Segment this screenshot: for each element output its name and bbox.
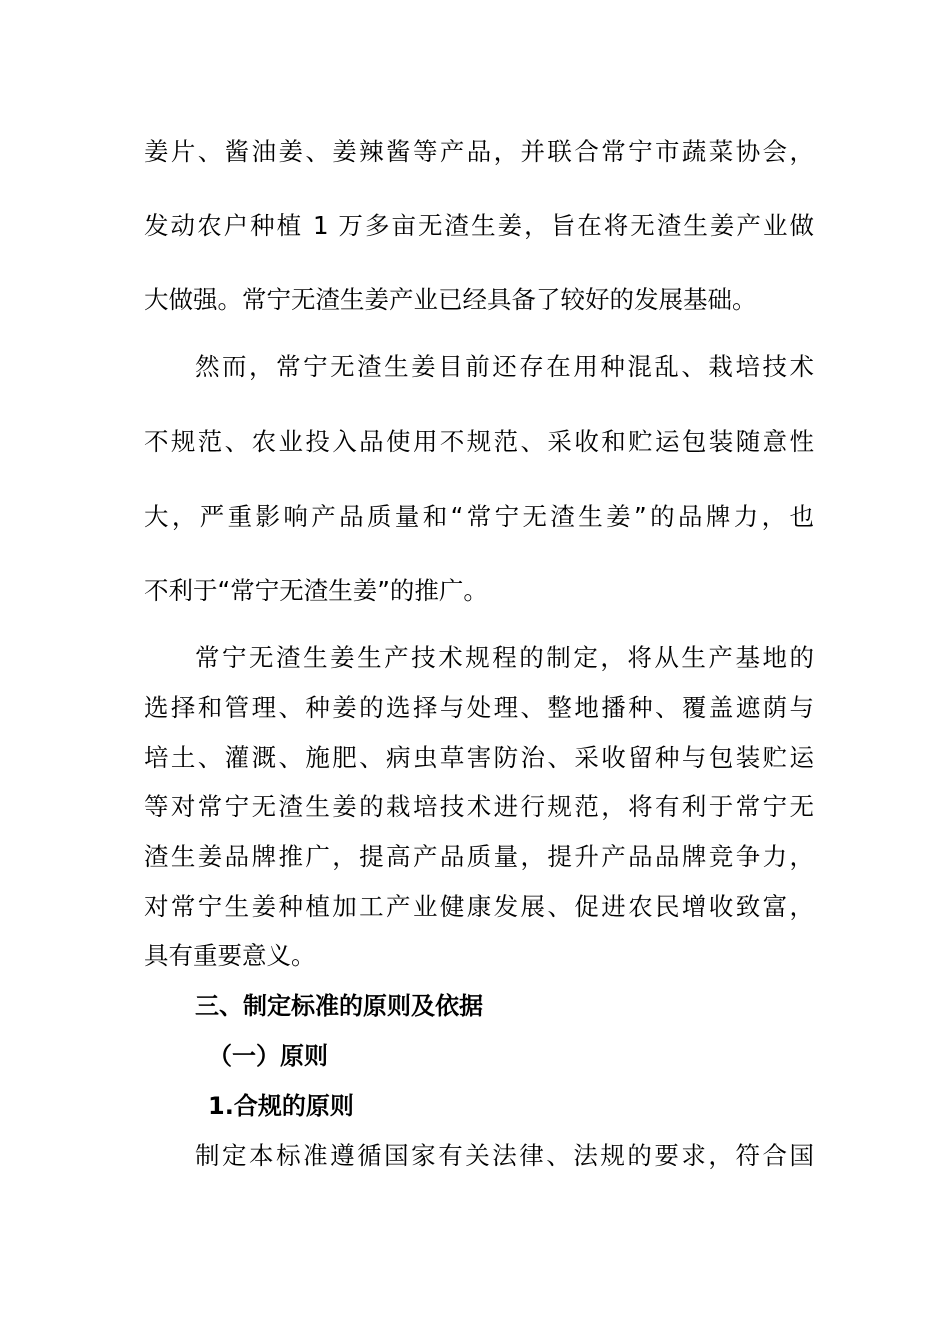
paragraph-2-line-3: 大，严重影响产品质量和“常宁无渣生姜”的品牌力，也 [144, 502, 814, 531]
paragraph-2-line-1: 然而，常宁无渣生姜目前还存在用种混乱、栽培技术 [195, 352, 814, 381]
paragraph-3-line-5: 渣生姜品牌推广，提高产品质量，提升产品品牌竞争力， [144, 842, 814, 871]
paragraph-2-line-4: 不利于“常宁无渣生姜”的推广。 [144, 576, 488, 605]
paragraph-4-line-1: 制定本标准遵循国家有关法律、法规的要求，符合国 [195, 1141, 814, 1170]
paragraph-1-line-3: 大做强。常宁无渣生姜产业已经具备了较好的发展基础。 [144, 285, 757, 314]
paragraph-3-line-1: 常宁无渣生姜生产技术规程的制定，将从生产基地的 [195, 643, 814, 672]
paragraph-1-line-2: 发动农户种植 1 万多亩无渣生姜，旨在将无渣生姜产业做 [144, 211, 814, 240]
paragraph-3-line-6: 对常宁生姜种植加工产业健康发展、促进农民增收致富， [144, 892, 814, 921]
paragraph-1-line-1: 姜片、酱油姜、姜辣酱等产品，并联合常宁市蔬菜协会， [144, 137, 814, 166]
paragraph-3-line-3: 培土、灌溉、施肥、病虫草害防治、采收留种与包装贮运 [144, 743, 814, 772]
subsection-heading: （一）原则 [208, 1042, 328, 1070]
item-heading: 1.合规的原则 [208, 1092, 354, 1120]
paragraph-3-line-7: 具有重要意义。 [144, 941, 316, 970]
paragraph-3-line-4: 等对常宁无渣生姜的栽培技术进行规范，将有利于常宁无 [144, 792, 814, 821]
paragraph-2-line-2: 不规范、农业投入品使用不规范、采收和贮运包装随意性 [144, 427, 814, 456]
paragraph-3-line-2: 选择和管理、种姜的选择与处理、整地播种、覆盖遮荫与 [144, 693, 814, 722]
section-heading: 三、制定标准的原则及依据 [195, 992, 483, 1020]
